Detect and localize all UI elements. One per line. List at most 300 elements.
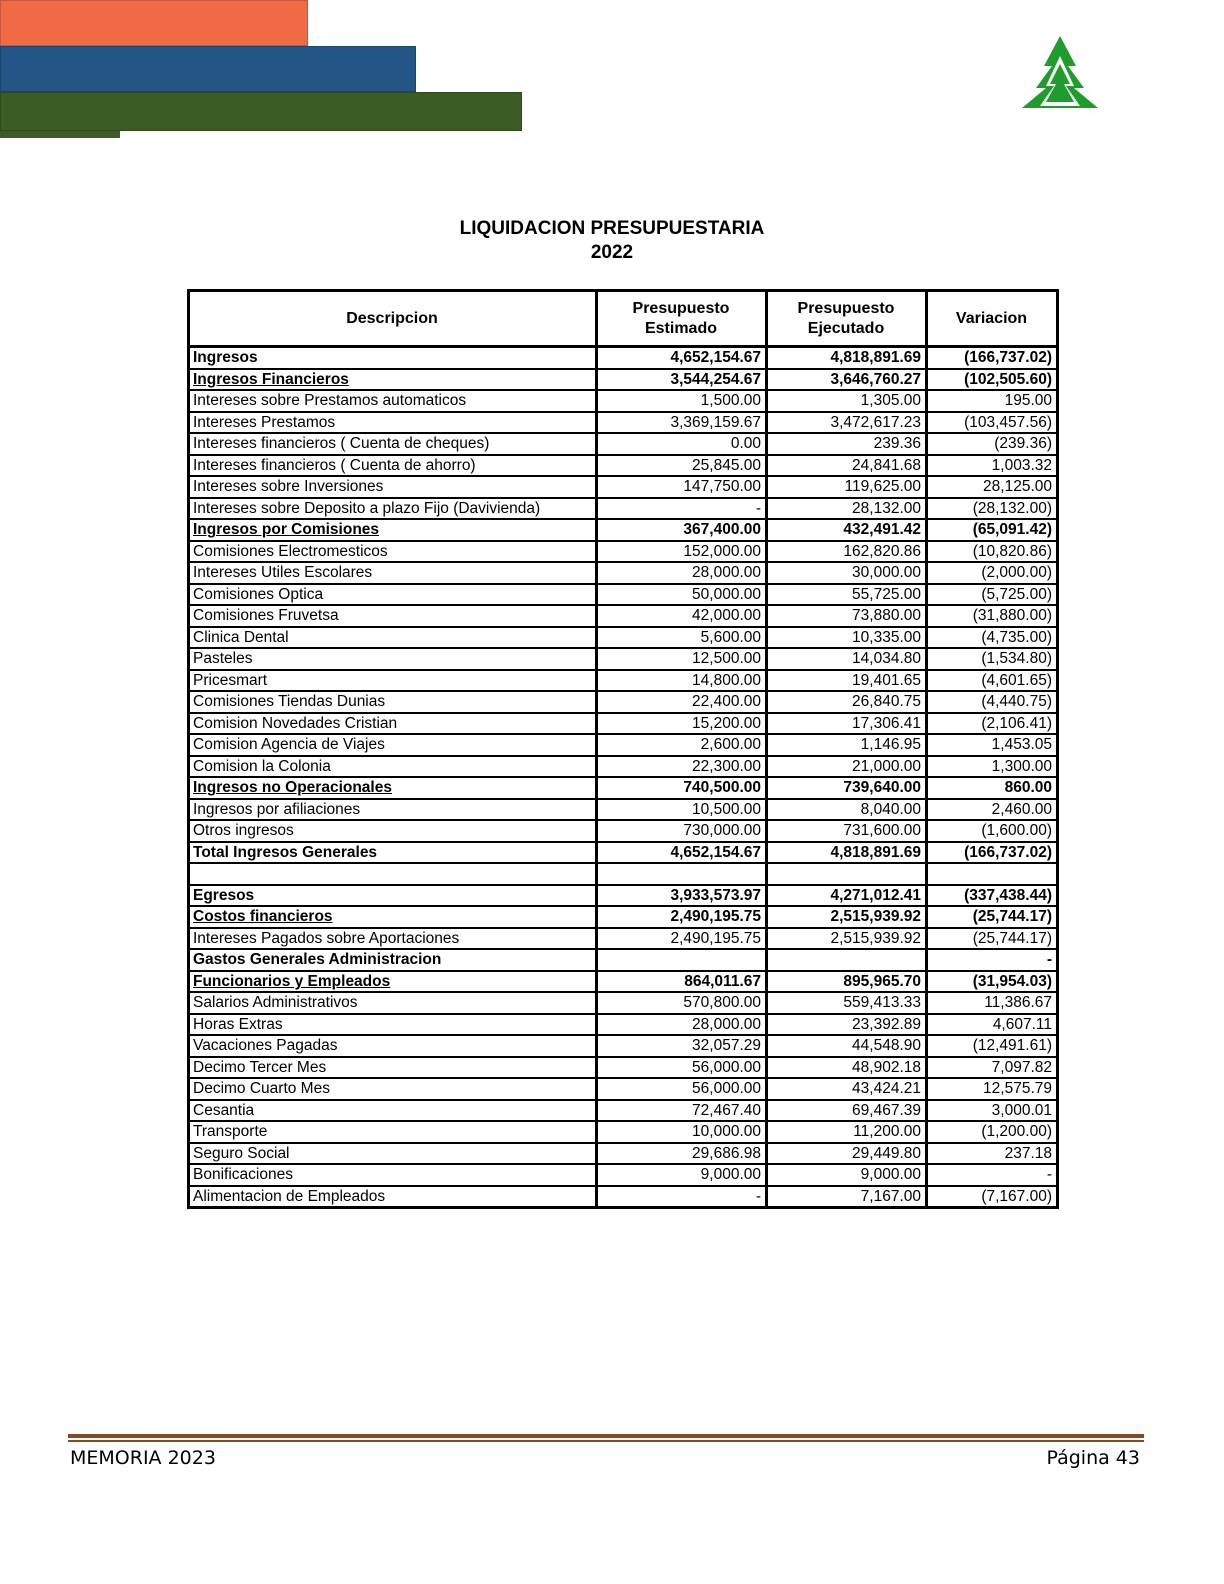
row-presupuesto-estimado (597, 1143, 767, 1165)
row-presupuesto-ejecutado-text: 9,000.00 (860, 1166, 921, 1184)
header-ejecutado-line2: Ejecutado (807, 319, 885, 337)
row-variacion-text: (12,491.61) (972, 1037, 1052, 1055)
row-variacion-text: - (1046, 1166, 1052, 1184)
row-variacion (927, 842, 1058, 864)
row-variacion-text: (1,534.80) (981, 650, 1052, 668)
row-presupuesto-ejecutado (767, 885, 927, 907)
row-presupuesto-ejecutado-text: 731,600.00 (843, 822, 921, 840)
row-description-text: Ingresos (193, 349, 258, 367)
row-presupuesto-ejecutado-text: 4,271,012.41 (830, 886, 921, 904)
row-presupuesto-estimado (597, 842, 767, 864)
header-ejecutado-line1: Presupuesto (797, 299, 895, 317)
row-variacion (927, 734, 1058, 756)
header-estimado-line1: Presupuesto (632, 299, 730, 317)
table-row (189, 455, 1058, 477)
row-presupuesto-estimado (597, 584, 767, 606)
row-presupuesto-estimado-text: 25,845.00 (692, 456, 761, 474)
report-year: 2022 (590, 242, 634, 263)
row-variacion-text: (1,600.00) (981, 822, 1052, 840)
row-description (189, 1014, 597, 1036)
row-presupuesto-ejecutado (767, 1057, 927, 1079)
row-description-text: Comisiones Fruvetsa (193, 607, 339, 625)
row-presupuesto-ejecutado (767, 949, 927, 971)
row-variacion-text: (103,457.56) (964, 413, 1052, 431)
row-description-text: Bonificaciones (193, 1166, 293, 1184)
row-presupuesto-estimado (597, 863, 767, 885)
row-description-text: Vacaciones Pagadas (193, 1037, 338, 1055)
row-presupuesto-ejecutado (767, 390, 927, 412)
header-variacion: Variacion (927, 291, 1058, 347)
row-presupuesto-ejecutado (767, 777, 927, 799)
row-variacion-text: - (1046, 951, 1052, 969)
row-presupuesto-estimado (597, 390, 767, 412)
row-variacion (927, 1014, 1058, 1036)
row-presupuesto-estimado (597, 734, 767, 756)
row-presupuesto-ejecutado-text: 23,392.89 (852, 1015, 921, 1033)
row-variacion (927, 498, 1058, 520)
row-description (189, 584, 597, 606)
row-variacion-text: (10,820.86) (972, 542, 1052, 560)
row-presupuesto-estimado (597, 949, 767, 971)
table-row (189, 1014, 1058, 1036)
row-description (189, 992, 597, 1014)
row-variacion-text: (7,167.00) (981, 1187, 1052, 1205)
row-description (189, 390, 597, 412)
table-row (189, 369, 1058, 391)
table-row (189, 820, 1058, 842)
row-variacion (927, 455, 1058, 477)
row-presupuesto-estimado-text: 864,011.67 (684, 972, 761, 990)
row-description (189, 906, 597, 928)
row-variacion-text: 1,453.05 (991, 736, 1052, 754)
row-description (189, 562, 597, 584)
table-row (189, 498, 1058, 520)
row-presupuesto-ejecutado (767, 1143, 927, 1165)
row-presupuesto-ejecutado (767, 1035, 927, 1057)
row-description-text: Cesantia (193, 1101, 255, 1119)
row-presupuesto-ejecutado-text: 3,646,760.27 (830, 370, 921, 388)
table-row (189, 777, 1058, 799)
row-presupuesto-ejecutado (767, 1014, 927, 1036)
table-row (189, 433, 1058, 455)
row-description-text: Comision Agencia de Viajes (193, 736, 385, 754)
header-green-bar-tail (0, 131, 120, 138)
row-description (189, 842, 597, 864)
row-description (189, 1121, 597, 1143)
row-variacion-text: 2,460.00 (991, 800, 1052, 818)
row-description-text: Comision Novedades Cristian (193, 714, 398, 732)
row-presupuesto-ejecutado (767, 691, 927, 713)
row-presupuesto-ejecutado-text: 8,040.00 (860, 800, 921, 818)
row-presupuesto-estimado (597, 648, 767, 670)
table-row (189, 541, 1058, 563)
row-description-text: Horas Extras (193, 1015, 283, 1033)
row-variacion-text: (337,438.44) (964, 886, 1052, 904)
row-description (189, 799, 597, 821)
row-variacion-text: (166,737.02) (964, 843, 1052, 861)
row-description (189, 863, 597, 885)
row-presupuesto-estimado (597, 713, 767, 735)
row-presupuesto-ejecutado-text: 432,491.42 (843, 521, 921, 539)
row-presupuesto-estimado-text: 10,000.00 (692, 1123, 761, 1141)
row-description-text: Intereses sobre Inversiones (193, 478, 384, 496)
row-presupuesto-estimado-text: - (755, 1187, 761, 1205)
table-row (189, 863, 1058, 885)
row-presupuesto-ejecutado-text: 55,725.00 (852, 585, 921, 603)
footer-rule (68, 1434, 1144, 1438)
header-green-bar (0, 92, 522, 131)
table-row (189, 756, 1058, 778)
row-presupuesto-ejecutado-text: 11,200.00 (853, 1123, 921, 1141)
row-variacion (927, 519, 1058, 541)
row-presupuesto-estimado-text: 3,933,573.97 (670, 886, 761, 904)
table-row (189, 1057, 1058, 1079)
row-presupuesto-estimado-text: 5,600.00 (700, 628, 761, 646)
row-presupuesto-estimado (597, 1078, 767, 1100)
table-row (189, 1164, 1058, 1186)
row-presupuesto-estimado (597, 1057, 767, 1079)
row-description-text: Intereses sobre Deposito a plazo Fijo (Davivienda) (193, 499, 541, 517)
row-variacion-text: (31,954.03) (972, 972, 1052, 990)
header-estimado (597, 291, 767, 347)
row-variacion (927, 347, 1058, 369)
row-presupuesto-estimado (597, 605, 767, 627)
row-presupuesto-ejecutado (767, 971, 927, 993)
row-presupuesto-estimado (597, 971, 767, 993)
row-variacion-text: (2,106.41) (981, 714, 1052, 732)
row-presupuesto-ejecutado (767, 584, 927, 606)
row-presupuesto-ejecutado-text: 2,515,939.92 (830, 908, 921, 926)
row-variacion-text: 1,300.00 (991, 757, 1052, 775)
row-presupuesto-ejecutado-text: 239.36 (873, 435, 921, 453)
row-presupuesto-estimado (597, 777, 767, 799)
row-variacion (927, 863, 1058, 885)
row-variacion-text: 237.18 (1004, 1144, 1052, 1162)
row-presupuesto-estimado-text: 32,057.29 (692, 1037, 761, 1055)
row-description-text: Alimentacion de Empleados (193, 1187, 386, 1205)
table-row (189, 584, 1058, 606)
table-row (189, 605, 1058, 627)
row-variacion-text: (166,737.02) (964, 349, 1052, 367)
table-row (189, 691, 1058, 713)
row-presupuesto-ejecutado (767, 369, 927, 391)
row-presupuesto-estimado-text: 29,686.98 (692, 1144, 761, 1162)
row-variacion-text: (2,000.00) (981, 564, 1052, 582)
table-row (189, 949, 1058, 971)
row-presupuesto-ejecutado (767, 562, 927, 584)
row-presupuesto-estimado-text: 367,400.00 (683, 521, 761, 539)
row-description (189, 691, 597, 713)
row-variacion (927, 799, 1058, 821)
table-row (189, 928, 1058, 950)
row-description (189, 949, 597, 971)
table-row (189, 1121, 1058, 1143)
row-presupuesto-estimado (597, 992, 767, 1014)
row-description-text: Seguro Social (193, 1144, 290, 1162)
row-variacion-text: (4,735.00) (981, 628, 1052, 646)
row-description (189, 713, 597, 735)
row-variacion (927, 1035, 1058, 1057)
row-presupuesto-ejecutado (767, 1100, 927, 1122)
row-description (189, 412, 597, 434)
row-variacion (927, 1100, 1058, 1122)
row-presupuesto-ejecutado-text: 14,034.80 (852, 650, 921, 668)
row-description (189, 369, 597, 391)
row-presupuesto-ejecutado (767, 713, 927, 735)
row-variacion (927, 1078, 1058, 1100)
row-presupuesto-estimado (597, 1035, 767, 1057)
row-presupuesto-estimado (597, 1164, 767, 1186)
row-variacion-text: 4,607.11 (992, 1015, 1052, 1033)
row-presupuesto-estimado (597, 541, 767, 563)
row-presupuesto-ejecutado-text: 19,401.65 (852, 671, 921, 689)
row-presupuesto-ejecutado (767, 1078, 927, 1100)
row-variacion (927, 605, 1058, 627)
row-presupuesto-ejecutado-text: 44,548.90 (852, 1037, 921, 1055)
row-presupuesto-estimado-text: 147,750.00 (683, 478, 761, 496)
row-presupuesto-estimado (597, 498, 767, 520)
row-presupuesto-estimado (597, 627, 767, 649)
row-variacion-text: 11,386.67 (984, 994, 1052, 1012)
row-description (189, 541, 597, 563)
row-presupuesto-ejecutado-text: 3,472,617.23 (830, 413, 921, 431)
row-presupuesto-ejecutado-text: 1,146.95 (860, 736, 921, 754)
row-presupuesto-ejecutado (767, 734, 927, 756)
row-description (189, 734, 597, 756)
row-description-text: Intereses sobre Prestamos automaticos (193, 392, 467, 410)
row-variacion-text: (239.36) (994, 435, 1052, 453)
budget-table (187, 289, 1059, 1209)
row-presupuesto-estimado (597, 369, 767, 391)
row-presupuesto-ejecutado (767, 605, 927, 627)
table-row (189, 519, 1058, 541)
row-presupuesto-ejecutado (767, 1164, 927, 1186)
row-presupuesto-ejecutado-text: 17,306.41 (852, 714, 921, 732)
row-description (189, 627, 597, 649)
table-row (189, 713, 1058, 735)
row-description-text: Pricesmart (193, 671, 268, 689)
row-variacion-text: (31,880.00) (972, 607, 1052, 625)
row-presupuesto-estimado-text: 42,000.00 (692, 607, 761, 625)
row-presupuesto-ejecutado-text: 69,467.39 (852, 1101, 921, 1119)
row-variacion (927, 1164, 1058, 1186)
row-presupuesto-ejecutado (767, 928, 927, 950)
row-presupuesto-ejecutado-text: 4,818,891.69 (830, 843, 921, 861)
row-description-text: Ingresos Financieros (193, 370, 349, 388)
row-presupuesto-estimado-text: 2,490,195.75 (670, 908, 761, 926)
row-presupuesto-estimado-text: 2,600.00 (700, 736, 761, 754)
row-presupuesto-estimado-text: 22,400.00 (692, 693, 761, 711)
row-presupuesto-ejecutado-text: 10,335.00 (852, 628, 921, 646)
row-presupuesto-estimado-text: 570,800.00 (683, 994, 761, 1012)
footer-rule-thin (68, 1440, 1144, 1442)
row-presupuesto-estimado (597, 1186, 767, 1208)
row-presupuesto-ejecutado (767, 756, 927, 778)
row-variacion-text: 195.00 (1004, 392, 1052, 410)
row-description-text: Decimo Tercer Mes (193, 1058, 327, 1076)
row-description (189, 1078, 597, 1100)
row-presupuesto-ejecutado-text: 43,424.21 (852, 1080, 921, 1098)
row-presupuesto-estimado-text: 72,467.40 (692, 1101, 761, 1119)
row-variacion (927, 928, 1058, 950)
row-presupuesto-estimado (597, 519, 767, 541)
row-presupuesto-estimado (597, 906, 767, 928)
row-presupuesto-estimado (597, 928, 767, 950)
row-variacion (927, 562, 1058, 584)
row-variacion (927, 820, 1058, 842)
row-description (189, 347, 597, 369)
row-variacion (927, 648, 1058, 670)
row-description (189, 777, 597, 799)
row-description-text: Comisiones Electromesticos (193, 542, 388, 560)
row-description (189, 1143, 597, 1165)
row-description (189, 756, 597, 778)
header-orange-bar (0, 0, 308, 46)
row-presupuesto-estimado-text: 152,000.00 (683, 542, 761, 560)
row-presupuesto-estimado (597, 1121, 767, 1143)
row-presupuesto-ejecutado-text: 26,840.75 (852, 693, 921, 711)
table-row (189, 971, 1058, 993)
table-row (189, 992, 1058, 1014)
row-presupuesto-estimado (597, 476, 767, 498)
row-presupuesto-estimado-text: 1,500.00 (700, 392, 761, 410)
row-description-text: Intereses financieros ( Cuenta de cheques) (193, 435, 490, 453)
row-presupuesto-ejecutado-text: 739,640.00 (843, 779, 921, 797)
table-row (189, 627, 1058, 649)
row-description-text: Decimo Cuarto Mes (193, 1080, 330, 1098)
row-presupuesto-ejecutado-text: 1,305.00 (860, 392, 921, 410)
row-variacion-text: (4,440.75) (981, 693, 1052, 711)
row-variacion (927, 1143, 1058, 1165)
row-variacion-text: (25,744.17) (972, 908, 1052, 926)
row-presupuesto-estimado-text: 56,000.00 (692, 1080, 761, 1098)
row-description (189, 928, 597, 950)
row-presupuesto-ejecutado-text: 7,167.00 (860, 1187, 921, 1205)
row-presupuesto-estimado (597, 1100, 767, 1122)
row-description-text: Ingresos por Comisiones (193, 521, 380, 539)
row-variacion-text: 28,125.00 (983, 478, 1052, 496)
table-row (189, 734, 1058, 756)
row-variacion (927, 670, 1058, 692)
row-presupuesto-estimado (597, 455, 767, 477)
row-variacion-text: (28,132.00) (972, 499, 1052, 517)
row-presupuesto-ejecutado (767, 863, 927, 885)
row-variacion (927, 756, 1058, 778)
row-variacion-text: 3,000.01 (991, 1101, 1052, 1119)
row-description (189, 885, 597, 907)
row-presupuesto-estimado-text: 28,000.00 (692, 564, 761, 582)
row-presupuesto-estimado (597, 562, 767, 584)
table-row (189, 347, 1058, 369)
row-variacion (927, 1057, 1058, 1079)
row-presupuesto-estimado-text: 10,500.00 (692, 800, 761, 818)
tree-arrow-logo-icon (1018, 34, 1102, 112)
row-presupuesto-ejecutado (767, 799, 927, 821)
row-presupuesto-estimado-text: 56,000.00 (692, 1058, 761, 1076)
header-descripcion: Descripcion (189, 291, 597, 347)
row-description-text: Otros ingresos (193, 822, 294, 840)
header-ejecutado (767, 291, 927, 347)
row-presupuesto-estimado-text: 28,000.00 (692, 1015, 761, 1033)
row-presupuesto-ejecutado (767, 1186, 927, 1208)
row-presupuesto-ejecutado-text: 73,880.00 (852, 607, 921, 625)
row-presupuesto-estimado-text: - (755, 499, 761, 517)
row-variacion-text: (102,505.60) (964, 370, 1052, 388)
row-variacion (927, 906, 1058, 928)
row-presupuesto-ejecutado (767, 992, 927, 1014)
row-variacion (927, 949, 1058, 971)
row-presupuesto-ejecutado-text: 24,841.68 (852, 456, 921, 474)
row-presupuesto-ejecutado-text: 29,449.80 (852, 1144, 921, 1162)
footer-document-name: MEMORIA 2023 (70, 1447, 216, 1469)
row-presupuesto-ejecutado-text: 28,132.00 (852, 499, 921, 517)
row-presupuesto-estimado (597, 347, 767, 369)
row-presupuesto-estimado (597, 412, 767, 434)
row-description (189, 476, 597, 498)
row-presupuesto-estimado-text: 4,652,154.67 (670, 843, 761, 861)
row-presupuesto-estimado-text: 50,000.00 (692, 585, 761, 603)
row-variacion (927, 390, 1058, 412)
row-description (189, 1186, 597, 1208)
table-row (189, 390, 1058, 412)
row-description-text: Clinica Dental (193, 628, 289, 646)
row-variacion-text: 12,575.79 (983, 1080, 1052, 1098)
row-presupuesto-estimado (597, 1014, 767, 1036)
row-description (189, 820, 597, 842)
row-description-text: Funcionarios y Empleados (193, 972, 391, 990)
row-presupuesto-estimado (597, 799, 767, 821)
row-presupuesto-ejecutado-text: 119,625.00 (844, 478, 921, 496)
row-presupuesto-ejecutado (767, 476, 927, 498)
row-presupuesto-estimado-text: 4,652,154.67 (670, 349, 761, 367)
row-presupuesto-ejecutado-text: 48,902.18 (852, 1058, 921, 1076)
row-presupuesto-estimado-text: 15,200.00 (692, 714, 761, 732)
row-presupuesto-ejecutado-text: 4,818,891.69 (830, 349, 921, 367)
row-description-text: Intereses Prestamos (193, 413, 336, 431)
row-variacion-text: (65,091.42) (972, 521, 1052, 539)
table-row (189, 476, 1058, 498)
table-row (189, 1078, 1058, 1100)
table-row (189, 799, 1058, 821)
row-variacion (927, 369, 1058, 391)
row-presupuesto-ejecutado (767, 433, 927, 455)
row-presupuesto-ejecutado (767, 347, 927, 369)
row-presupuesto-ejecutado (767, 1121, 927, 1143)
row-presupuesto-estimado-text: 14,800.00 (692, 671, 761, 689)
row-presupuesto-ejecutado-text: 162,820.86 (843, 542, 921, 560)
table-row (189, 562, 1058, 584)
row-presupuesto-estimado (597, 756, 767, 778)
row-description (189, 1035, 597, 1057)
row-presupuesto-ejecutado-text: 30,000.00 (852, 564, 921, 582)
row-presupuesto-estimado-text: 22,300.00 (692, 757, 761, 775)
row-presupuesto-estimado-text: 3,369,159.67 (670, 413, 761, 431)
row-presupuesto-estimado (597, 820, 767, 842)
row-presupuesto-estimado-text: 730,000.00 (683, 822, 761, 840)
row-description (189, 648, 597, 670)
row-presupuesto-estimado-text: 3,544,254.67 (670, 370, 761, 388)
row-variacion-text: (4,601.65) (981, 671, 1052, 689)
row-variacion (927, 412, 1058, 434)
row-description-text: Comisiones Tiendas Dunias (193, 693, 386, 711)
row-presupuesto-estimado-text: 12,500.00 (692, 650, 761, 668)
table-row (189, 670, 1058, 692)
row-presupuesto-ejecutado (767, 627, 927, 649)
row-description-text: Intereses Utiles Escolares (193, 564, 373, 582)
row-presupuesto-ejecutado (767, 648, 927, 670)
row-presupuesto-ejecutado-text: 895,965.70 (843, 972, 921, 990)
row-presupuesto-ejecutado-text: 559,413.33 (843, 994, 921, 1012)
